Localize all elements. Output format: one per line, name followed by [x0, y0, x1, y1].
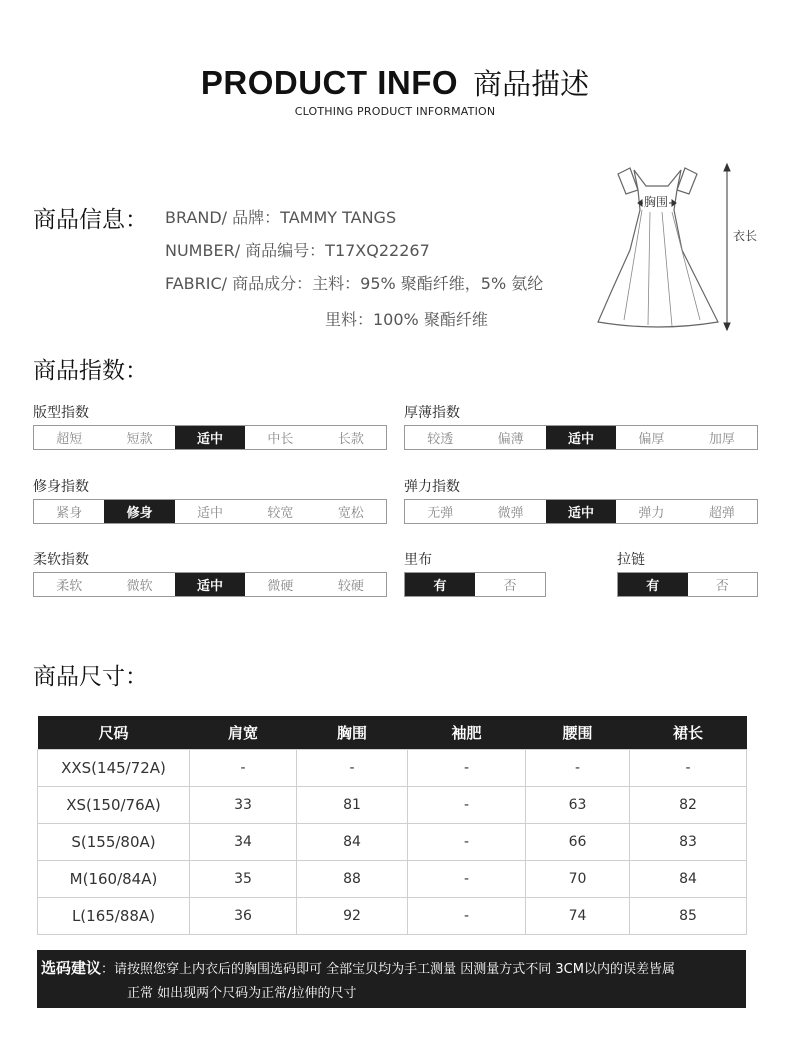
- bust-label: 胸围: [644, 195, 669, 209]
- table-cell: 63: [526, 787, 630, 824]
- size-cell: M(160/84A): [38, 861, 190, 898]
- advice-label: 选码建议: [41, 959, 102, 977]
- size-cell: XXS(145/72A): [38, 750, 190, 787]
- info-brand: BRAND/ 品牌：TAMMY TANGS: [165, 208, 397, 227]
- size-header-cell: 尺码: [38, 716, 190, 750]
- softness-option: 柔软: [56, 579, 83, 594]
- advice-text-2: 正常 如出现两个尺码为正常/拉伸的尺寸: [127, 986, 357, 1001]
- size-cell: L(165/88A): [38, 898, 190, 935]
- fit-option: 超短: [56, 432, 83, 447]
- table-cell: -: [408, 898, 526, 935]
- softness-option: 微硬: [267, 579, 294, 594]
- lining-option: 有: [405, 573, 475, 596]
- size-advice-box: [37, 950, 746, 1008]
- table-row: [38, 898, 747, 935]
- size-header-cell: 袖肥: [408, 716, 526, 750]
- softness-index-title: 柔软指数: [33, 552, 89, 568]
- stretch-option: 超弹: [708, 506, 735, 521]
- thickness-index-scale: [404, 425, 758, 450]
- table-row: [38, 861, 747, 898]
- title-cn: 商品描述: [473, 67, 590, 101]
- thickness-option: 加厚: [708, 432, 735, 447]
- softness-option: 微软: [126, 579, 153, 594]
- table-cell: 35: [190, 861, 297, 898]
- info-fabric: FABRIC/ 商品成分：主料：95% 聚酯纤维，5% 氨纶: [165, 274, 544, 293]
- table-cell: 36: [190, 898, 297, 935]
- table-cell: -: [408, 787, 526, 824]
- table-cell: 85: [630, 898, 747, 935]
- table-cell: -: [297, 750, 408, 787]
- slim-option: 修身: [104, 500, 174, 523]
- zipper-option: 否: [715, 579, 729, 594]
- lining-index-scale: [404, 572, 546, 597]
- slim-option: 宽松: [337, 506, 364, 521]
- length-label: 衣长: [733, 229, 758, 243]
- size-table: [37, 716, 747, 935]
- table-cell: 81: [297, 787, 408, 824]
- fit-index-scale: [33, 425, 387, 450]
- info-section-label: 商品信息：: [33, 207, 148, 233]
- stretch-option: 适中: [546, 500, 616, 523]
- stretch-option: 无弹: [427, 506, 454, 521]
- size-cell: S(155/80A): [38, 824, 190, 861]
- table-cell: 70: [526, 861, 630, 898]
- indices-section-label: 商品指数：: [33, 358, 148, 384]
- thickness-option: 较透: [427, 432, 454, 447]
- table-row: [38, 824, 747, 861]
- table-cell: 74: [526, 898, 630, 935]
- table-cell: 84: [297, 824, 408, 861]
- stretch-option: 弹力: [638, 506, 665, 521]
- table-cell: -: [408, 824, 526, 861]
- zipper-index-scale: [617, 572, 758, 597]
- table-cell: 66: [526, 824, 630, 861]
- softness-option: 较硬: [337, 579, 364, 594]
- table-cell: -: [630, 750, 747, 787]
- title-en: PRODUCT INFO: [200, 64, 459, 101]
- zipper-option: 有: [618, 573, 688, 596]
- slim-index-scale: [33, 499, 387, 524]
- table-cell: -: [190, 750, 297, 787]
- size-header-cell: 肩宽: [190, 716, 297, 750]
- table-row: [38, 787, 747, 824]
- lining-option: 否: [503, 579, 517, 594]
- zipper-index-title: 拉链: [617, 552, 645, 568]
- softness-index-scale: [33, 572, 387, 597]
- page-title: [0, 62, 790, 103]
- sizes-section-label: 商品尺寸：: [33, 664, 148, 690]
- table-cell: 33: [190, 787, 297, 824]
- fit-option: 适中: [175, 426, 245, 449]
- thickness-option: 偏薄: [497, 432, 524, 447]
- advice-text-1: ：请按照您穿上内衣后的胸围选码即可 全部宝贝均为手工测量 因测量方式不同 3CM以内的误差皆属: [101, 962, 675, 977]
- size-cell: XS(150/76A): [38, 787, 190, 824]
- fit-option: 中长: [267, 432, 294, 447]
- size-header-cell: 胸围: [297, 716, 408, 750]
- size-table-header-row: [38, 716, 747, 750]
- table-cell: 92: [297, 898, 408, 935]
- fit-option: 短款: [126, 432, 153, 447]
- stretch-index-title: 弹力指数: [404, 479, 460, 495]
- lining-index-title: 里布: [404, 552, 432, 568]
- table-cell: 83: [630, 824, 747, 861]
- table-cell: 34: [190, 824, 297, 861]
- table-cell: 82: [630, 787, 747, 824]
- info-number: NUMBER/ 商品编号：T17XQ22267: [165, 241, 430, 260]
- thickness-index-title: 厚薄指数: [404, 405, 460, 421]
- stretch-index-scale: [404, 499, 758, 524]
- stretch-option: 微弹: [497, 506, 524, 521]
- fit-option: 长款: [337, 432, 364, 447]
- slim-index-title: 修身指数: [33, 479, 89, 495]
- slim-option: 适中: [197, 506, 224, 521]
- size-header-cell: 腰围: [526, 716, 630, 750]
- table-cell: 84: [630, 861, 747, 898]
- size-header-cell: 裙长: [630, 716, 747, 750]
- table-row: [38, 750, 747, 787]
- dress-illustration: [590, 160, 770, 335]
- thickness-option: 偏厚: [638, 432, 665, 447]
- table-cell: -: [408, 861, 526, 898]
- thickness-option: 适中: [546, 426, 616, 449]
- advice-line-1: [41, 958, 740, 980]
- page-subtitle: CLOTHING PRODUCT INFORMATION: [294, 105, 496, 118]
- fit-index-title: 版型指数: [33, 405, 89, 421]
- slim-option: 紧身: [56, 506, 83, 521]
- slim-option: 较宽: [267, 506, 294, 521]
- table-cell: -: [526, 750, 630, 787]
- softness-option: 适中: [175, 573, 245, 596]
- table-cell: 88: [297, 861, 408, 898]
- info-lining: 里料：100% 聚酯纤维: [325, 310, 488, 329]
- table-cell: -: [408, 750, 526, 787]
